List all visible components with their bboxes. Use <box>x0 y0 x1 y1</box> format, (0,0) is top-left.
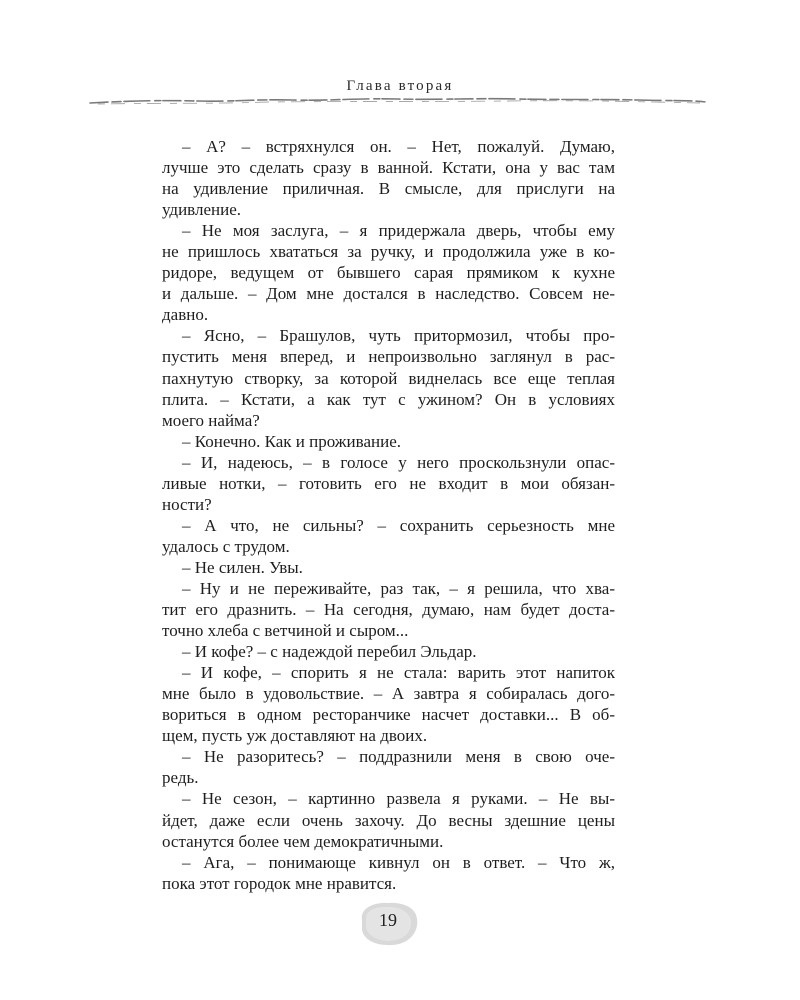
text-line: моего найма? <box>162 410 260 430</box>
text-line: – Не моя заслуга, – я придержала дверь, чтобы ему <box>182 221 615 241</box>
text-line: – Ну и не переживайте, раз так, – я решила, что хва- <box>182 578 615 598</box>
page-number-badge <box>352 898 424 950</box>
text-line: – И кофе, – спорить я не стала: варить этот напиток <box>182 663 615 683</box>
text-line: точно хлеба с ветчиной и сыром... <box>162 621 409 641</box>
text-line: – А что, не сильны? – сохранить серьезность мне <box>182 515 615 535</box>
text-line: ридоре, ведущем от бывшего сарая прямиком к кухне <box>162 263 615 283</box>
text-line: – И, надеюсь, – в голосе у него проскользнули опас- <box>182 452 615 472</box>
text-line: и дальше. – Дом мне достался в наследство. Совсем не- <box>162 284 615 304</box>
text-line: вориться в одном ресторанчике насчет доставки... В об- <box>162 705 615 725</box>
text-line: – Ясно, – Брашулов, чуть притормозил, чтобы про- <box>182 326 615 346</box>
chapter-title: Глава вторая <box>346 78 454 94</box>
text-line: ливые нотки, – готовить его не входит в мои обязан- <box>162 473 615 493</box>
text-line: – И кофе? – с надеждой перебил Эльдар. <box>182 642 477 662</box>
text-line: лучше это сделать сразу в ванной. Кстати, она у вас там <box>162 158 615 178</box>
text-line: – Не силен. Увы. <box>182 557 303 577</box>
body-text <box>162 136 615 894</box>
text-line: давно. <box>162 305 209 325</box>
text-line: – Не сезон, – картинно развела я руками. – Не вы- <box>182 789 615 809</box>
decorative-rule <box>88 94 708 108</box>
text-line: удивление. <box>162 200 241 220</box>
text-line: останутся более чем демократичными. <box>162 831 444 851</box>
text-line: не пришлось хвататься за ручку, и продолжила уже в ко- <box>162 242 615 262</box>
page-number: 19 <box>379 910 397 930</box>
text-line: плита. – Кстати, а как тут с ужином? Он в условиях <box>162 389 615 409</box>
text-line: удалось с трудом. <box>162 536 290 556</box>
text-line: щем, пусть уж доставляют на двоих. <box>162 726 428 746</box>
text-line: – Ага, – понимающе кивнул он в ответ. – Что ж, <box>182 852 615 872</box>
text-line: пока этот городок мне нравится. <box>162 873 397 893</box>
text-line: ности? <box>162 494 212 514</box>
text-line: редь. <box>162 768 199 788</box>
text-line: мне было в удовольствие. – А завтра я собиралась дого- <box>162 684 615 704</box>
text-line: тит его дразнить. – На сегодня, думаю, нам будет доста- <box>162 600 615 620</box>
text-line: – Не разоритесь? – поддразнили меня в свою оче- <box>182 747 615 767</box>
text-line: пахнутую створку, за которой виднелась все еще теплая <box>162 368 615 388</box>
text-line: йдет, даже если очень захочу. До весны здешние цены <box>162 810 615 830</box>
text-line: пустить меня вперед, и непроизвольно заглянул в рас- <box>162 347 615 367</box>
text-line: на удивление приличная. В смысле, для прислуги на <box>162 179 615 199</box>
text-line: – А? – встряхнулся он. – Нет, пожалуй. Думаю, <box>182 137 615 156</box>
text-line: – Конечно. Как и проживание. <box>182 431 401 451</box>
